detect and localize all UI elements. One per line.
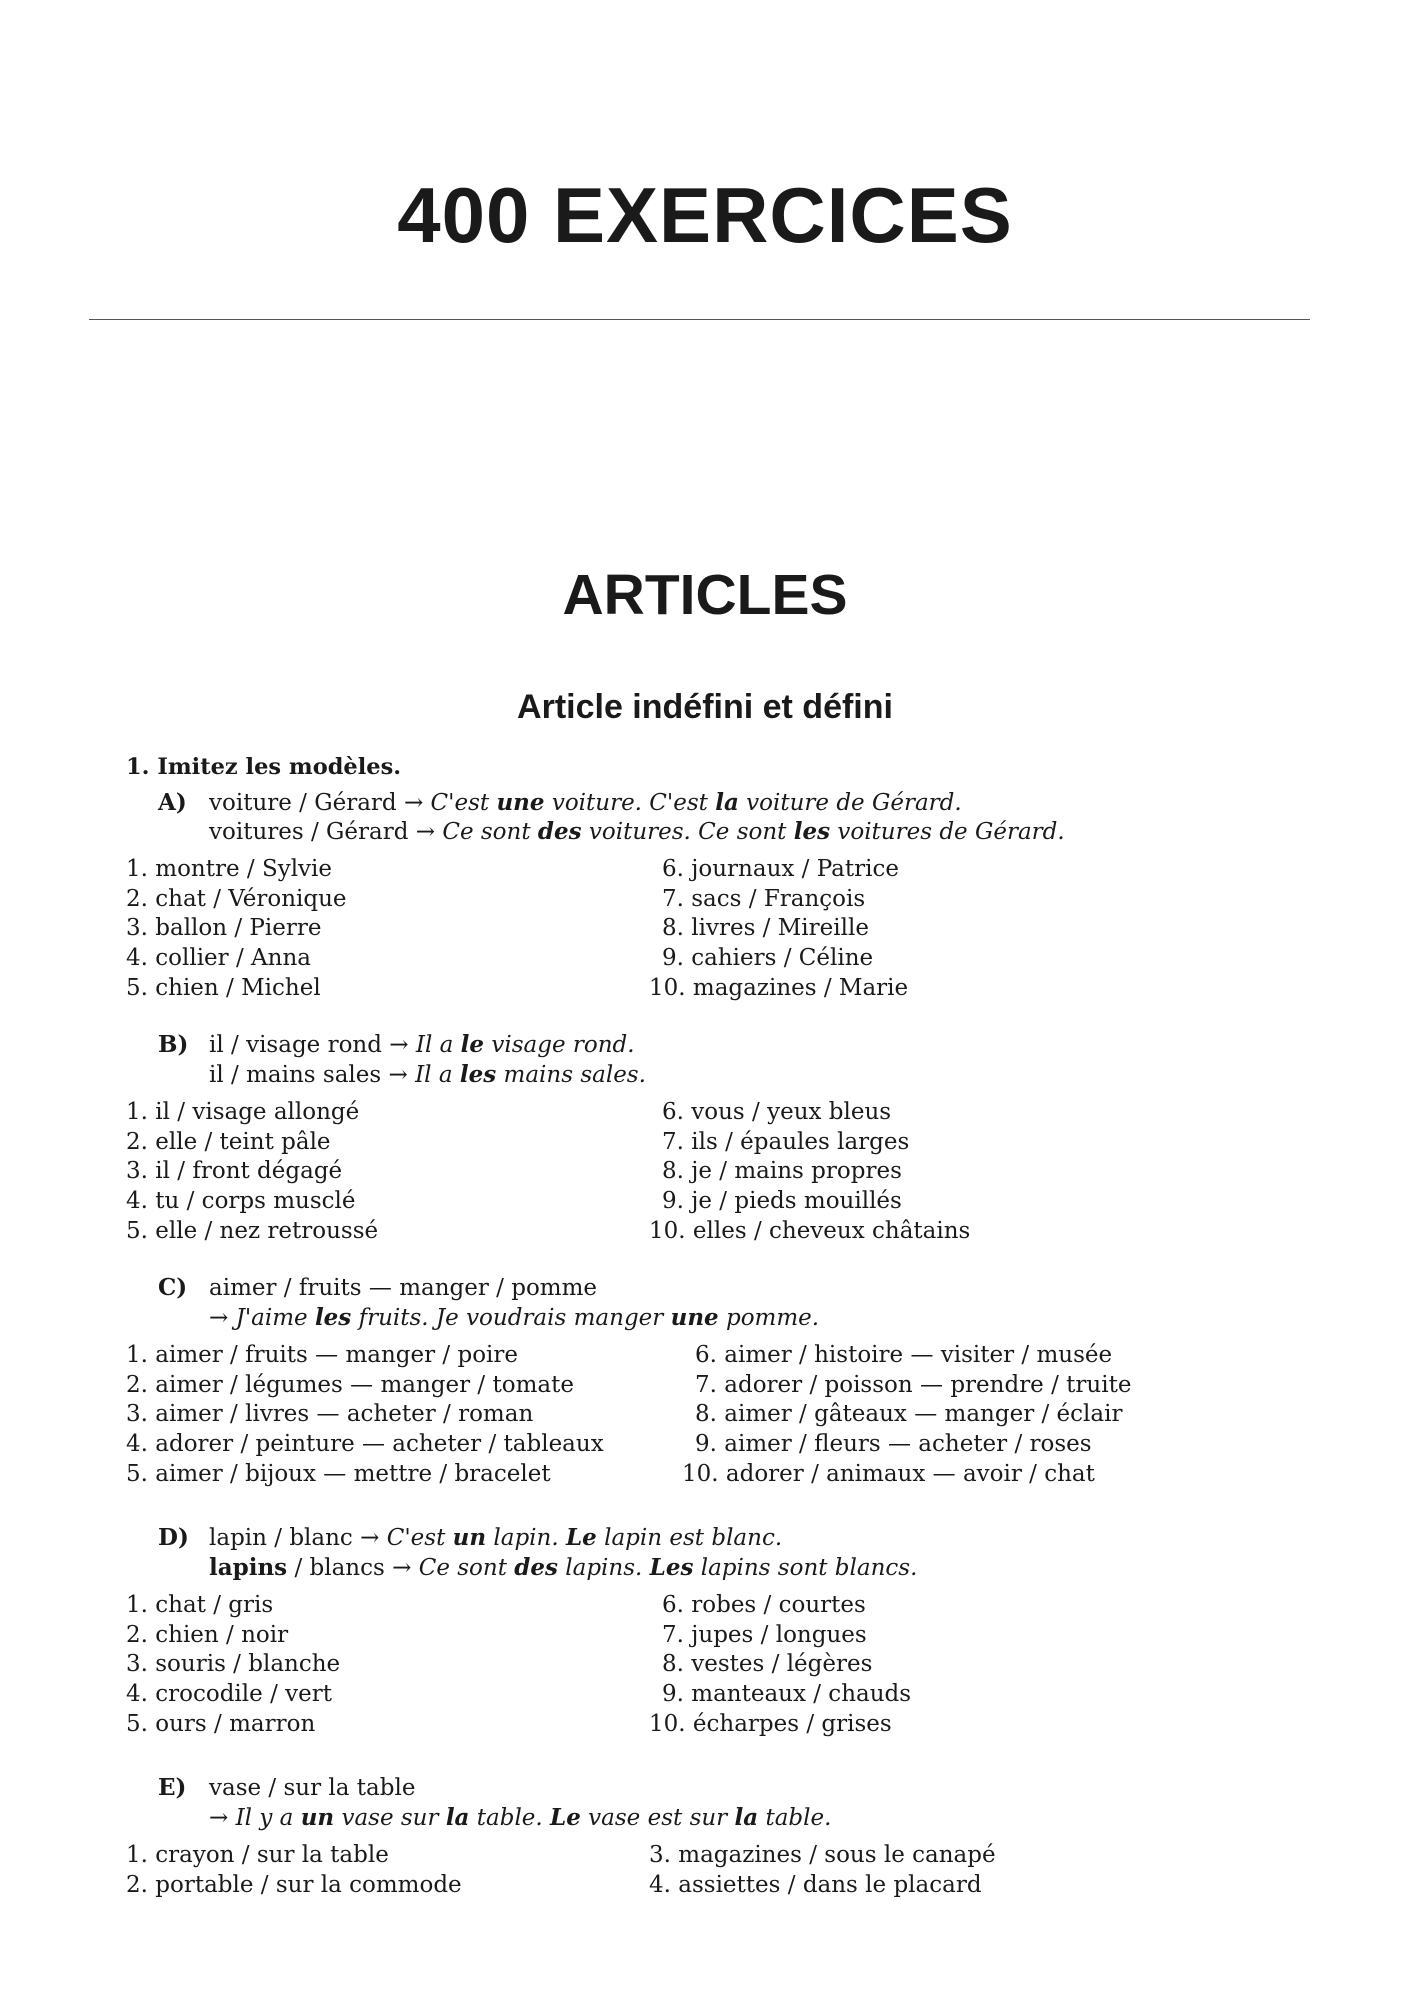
part-a-letter: A) — [158, 789, 187, 816]
list-item: 1. crayon / sur la table — [126, 1842, 389, 1868]
list-item: 1. chat / gris — [126, 1592, 274, 1618]
model-answer: Il a le visage rond. — [415, 1031, 635, 1058]
list-item: 2. chat / Véronique — [126, 886, 347, 912]
part-c-letter: C) — [158, 1274, 188, 1301]
list-item: 6. aimer / histoire — visiter / musée — [695, 1342, 1113, 1368]
list-item: 4. tu / corps musclé — [126, 1188, 356, 1214]
model-answer: C'est un lapin. Le lapin est blanc. — [386, 1524, 783, 1551]
model-answer: Ce sont des lapins. Les lapins sont blancs. — [418, 1554, 918, 1581]
page-title: 400 EXERCICES — [397, 171, 1013, 259]
model-answer: C'est une voiture. C'est la voiture de Gérard. — [430, 789, 962, 816]
list-item: 4. adorer / peinture — acheter / tableaux — [126, 1431, 604, 1457]
part-c-model-answer — [209, 1303, 819, 1333]
list-item: 5. ours / marron — [126, 1711, 316, 1737]
arrow-icon: → — [388, 1062, 408, 1088]
part-c-model-prompt: aimer / fruits — manger / pomme — [209, 1275, 598, 1301]
part-b-model-2 — [209, 1060, 646, 1090]
model-prompt: lapin / blanc — [209, 1525, 353, 1551]
exercise-title: 1. Imitez les modèles. — [126, 754, 402, 780]
model-prompt: voiture / Gérard — [209, 790, 397, 816]
list-item: 10. écharpes / grises — [649, 1711, 892, 1737]
model-prompt-bold: lapins — [209, 1554, 288, 1581]
list-item: 6. robes / courtes — [662, 1592, 866, 1618]
list-item: 8. je / mains propres — [662, 1158, 902, 1184]
part-d-model-1 — [209, 1523, 782, 1553]
list-item: 4. crocodile / vert — [126, 1681, 332, 1707]
list-item: 9. manteaux / chauds — [662, 1681, 912, 1707]
part-d-model-2 — [209, 1553, 917, 1583]
list-item: 4. collier / Anna — [126, 945, 311, 971]
model-answer: J'aime les fruits. Je voudrais manger une pomme. — [235, 1304, 820, 1331]
model-prompt: il / visage rond — [209, 1032, 382, 1058]
arrow-icon: → — [392, 1555, 412, 1581]
list-item: 2. elle / teint pâle — [126, 1129, 331, 1155]
list-item: 1. montre / Sylvie — [126, 856, 333, 882]
list-item: 7. ils / épaules larges — [662, 1129, 910, 1155]
list-item: 6. vous / yeux bleus — [662, 1099, 892, 1125]
list-item: 3. magazines / sous le canapé — [649, 1842, 996, 1868]
part-e-model-answer — [209, 1803, 831, 1833]
model-answer: Il y a un vase sur la table. Le vase est sur la table. — [235, 1804, 832, 1831]
list-item: 7. sacs / François — [662, 886, 866, 912]
list-item: 1. il / visage allongé — [126, 1099, 360, 1125]
arrow-icon: → — [403, 790, 424, 816]
list-item: 2. portable / sur la commode — [126, 1872, 462, 1898]
list-item: 3. aimer / livres — acheter / roman — [126, 1401, 534, 1427]
list-item: 10. elles / cheveux châtains — [649, 1218, 971, 1244]
list-item: 9. aimer / fleurs — acheter / roses — [695, 1431, 1092, 1457]
list-item: 2. aimer / légumes — manger / tomate — [126, 1372, 574, 1398]
model-prompt: il / mains sales — [209, 1062, 382, 1088]
list-item: 2. chien / noir — [126, 1622, 289, 1648]
list-item: 7. adorer / poisson — prendre / truite — [695, 1372, 1132, 1398]
part-d-letter: D) — [158, 1524, 189, 1551]
arrow-icon: → — [415, 819, 436, 845]
list-item: 4. assiettes / dans le placard — [649, 1872, 982, 1898]
part-b-letter: B) — [158, 1031, 189, 1058]
list-item: 1. aimer / fruits — manger / poire — [126, 1342, 519, 1368]
model-prompt: voitures / Gérard — [209, 819, 409, 845]
list-item: 10. adorer / animaux — avoir / chat — [682, 1461, 1095, 1487]
arrow-icon: → — [209, 1805, 229, 1831]
part-a-model-2 — [209, 817, 1065, 847]
part-e-letter: E) — [158, 1774, 187, 1801]
list-item: 3. souris / blanche — [126, 1651, 341, 1677]
list-item: 8. livres / Mireille — [662, 915, 869, 941]
list-item: 8. vestes / légères — [662, 1651, 873, 1677]
list-item: 3. ballon / Pierre — [126, 915, 322, 941]
list-item: 8. aimer / gâteaux — manger / éclair — [695, 1401, 1123, 1427]
list-item: 3. il / front dégagé — [126, 1158, 343, 1184]
section-title: ARTICLES — [562, 563, 848, 627]
list-item: 5. aimer / bijoux — mettre / bracelet — [126, 1461, 551, 1487]
arrow-icon: → — [209, 1305, 229, 1331]
list-item: 5. chien / Michel — [126, 975, 321, 1001]
list-item: 9. je / pieds mouillés — [662, 1188, 902, 1214]
part-b-model-1 — [209, 1030, 635, 1060]
model-prompt: / blancs — [287, 1555, 385, 1581]
subsection-title: Article indéfini et défini — [517, 688, 893, 726]
list-item: 6. journaux / Patrice — [662, 856, 899, 882]
part-e-model-prompt: vase / sur la table — [209, 1775, 416, 1801]
arrow-icon: → — [389, 1032, 409, 1058]
model-answer: Ce sont des voitures. Ce sont les voitures de Gérard. — [442, 818, 1065, 845]
list-item: 10. magazines / Marie — [649, 975, 909, 1001]
model-answer: Il a les mains sales. — [415, 1061, 646, 1088]
arrow-icon: → — [360, 1525, 380, 1551]
list-item: 7. jupes / longues — [662, 1622, 867, 1648]
list-item: 5. elle / nez retroussé — [126, 1218, 379, 1244]
title-divider — [89, 319, 1310, 320]
list-item: 9. cahiers / Céline — [662, 945, 874, 971]
part-a-model-1 — [209, 788, 962, 818]
